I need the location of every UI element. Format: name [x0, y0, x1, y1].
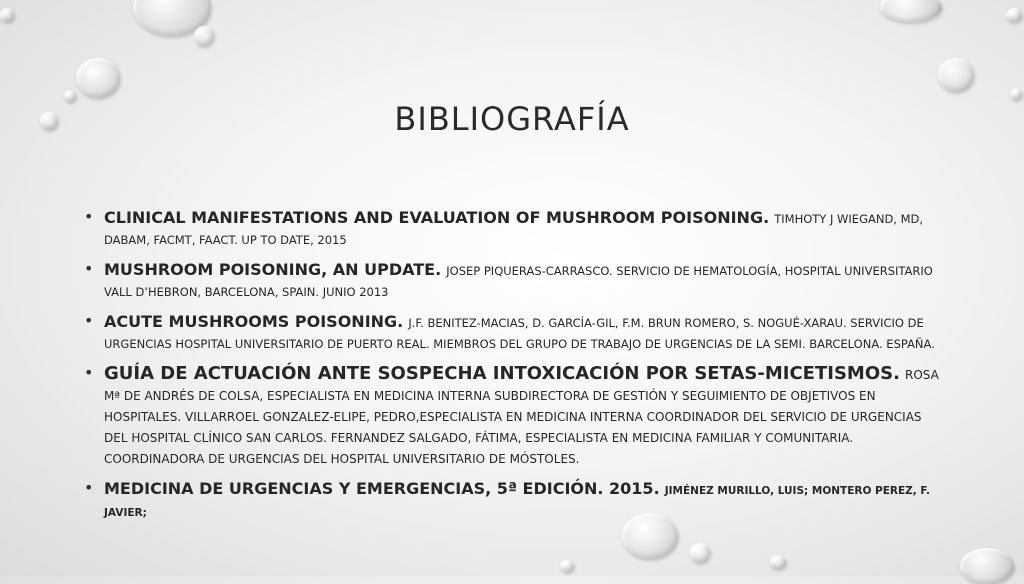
list-item	[84, 364, 942, 469]
reference-title: MUSHROOM POISONING, AN UPDATE.	[104, 260, 442, 279]
water-drop-decoration	[880, 0, 942, 22]
reference-title: MEDICINA DE URGENCIAS Y EMERGENCIAS, 5ª EDICIÓN. 2015.	[104, 479, 660, 498]
list-item	[84, 208, 942, 250]
water-drop-decoration	[690, 543, 710, 563]
list-item	[84, 479, 942, 523]
list-item	[84, 260, 942, 302]
water-drop-decoration	[938, 58, 974, 92]
water-drop-decoration	[1010, 88, 1022, 100]
reference-title: CLINICAL MANIFESTATIONS AND EVALUATION OF MUSHROOM POISONING.	[104, 208, 770, 227]
slide-title: BIBLIOGRAFÍA	[394, 100, 630, 138]
reference-detail: ROSA Mª DE ANDRÉS DE COLSA, ESPECIALISTA EN MEDICINA INTERNA SUBDIRECTORA DE GESTIÓN Y SEGUIMIENTO DE OBJETIVOS EN HOSPITALES. VILLARROEL GONZALEZ-ELIPE, PEDRO,ESPECIALISTA EN MEDICINA INTERNA COORDINADOR DEL SERVICIO DE URGENCIAS DEL HOSPITAL CLÍNICO SAN CARLOS. FERNANDEZ SALGADO, FÁTIMA, ESPECIALISTA EN MEDICINA FAMILIAR Y COMUNITARIA. COORDINADORA DE URGENCIAS DEL HOSPITAL UNIVERSITARIO DE MÓSTOLES.	[104, 368, 939, 466]
reference-detail: JIMÉNEZ MURILLO, LUIS; MONTERO PEREZ, F. JAVIER;	[104, 485, 931, 519]
reference-title: ACUTE MUSHROOMS POISONING.	[104, 312, 404, 331]
list-item	[84, 312, 942, 354]
water-drop-decoration	[0, 8, 14, 22]
water-drop-decoration	[1006, 8, 1022, 22]
reference-title: GUÍA DE ACTUACIÓN ANTE SOSPECHA INTOXICACIÓN POR SETAS-MICETISMOS.	[104, 363, 900, 384]
water-drop-decoration	[770, 555, 786, 569]
reference-detail: JOSEP PIQUERAS-CARRASCO. SERVICIO DE HEMATOLOGÍA, HOSPITAL UNIVERSITARIO VALL D’HEBRON, BARCELONA, SPAIN. JUNIO 2013	[104, 264, 933, 299]
water-drop-decoration	[960, 548, 1014, 584]
reference-detail: TIMHOTY J WIEGAND, MD, DABAM, FACMT, FAACT. UP TO DATE, 2015	[104, 212, 924, 247]
water-drop-decoration	[76, 58, 120, 98]
bibliography-list	[84, 208, 942, 533]
water-drop-decoration	[560, 560, 574, 572]
water-drop-decoration	[194, 26, 214, 46]
reference-detail: J.F. BENITEZ-MACIAS, D. GARCÍA-GIL, F.M. BRUN ROMERO, S. NOGUÉ-XARAU. SERVICIO DE URGENCIAS HOSPITAL UNIVERSITARIO DE PUERTO REAL. MIEMBROS DEL GRUPO DE TRABAJO DE URGENCIAS DE LA SEMI. BARCELONA. ESPAÑA.	[104, 316, 935, 351]
